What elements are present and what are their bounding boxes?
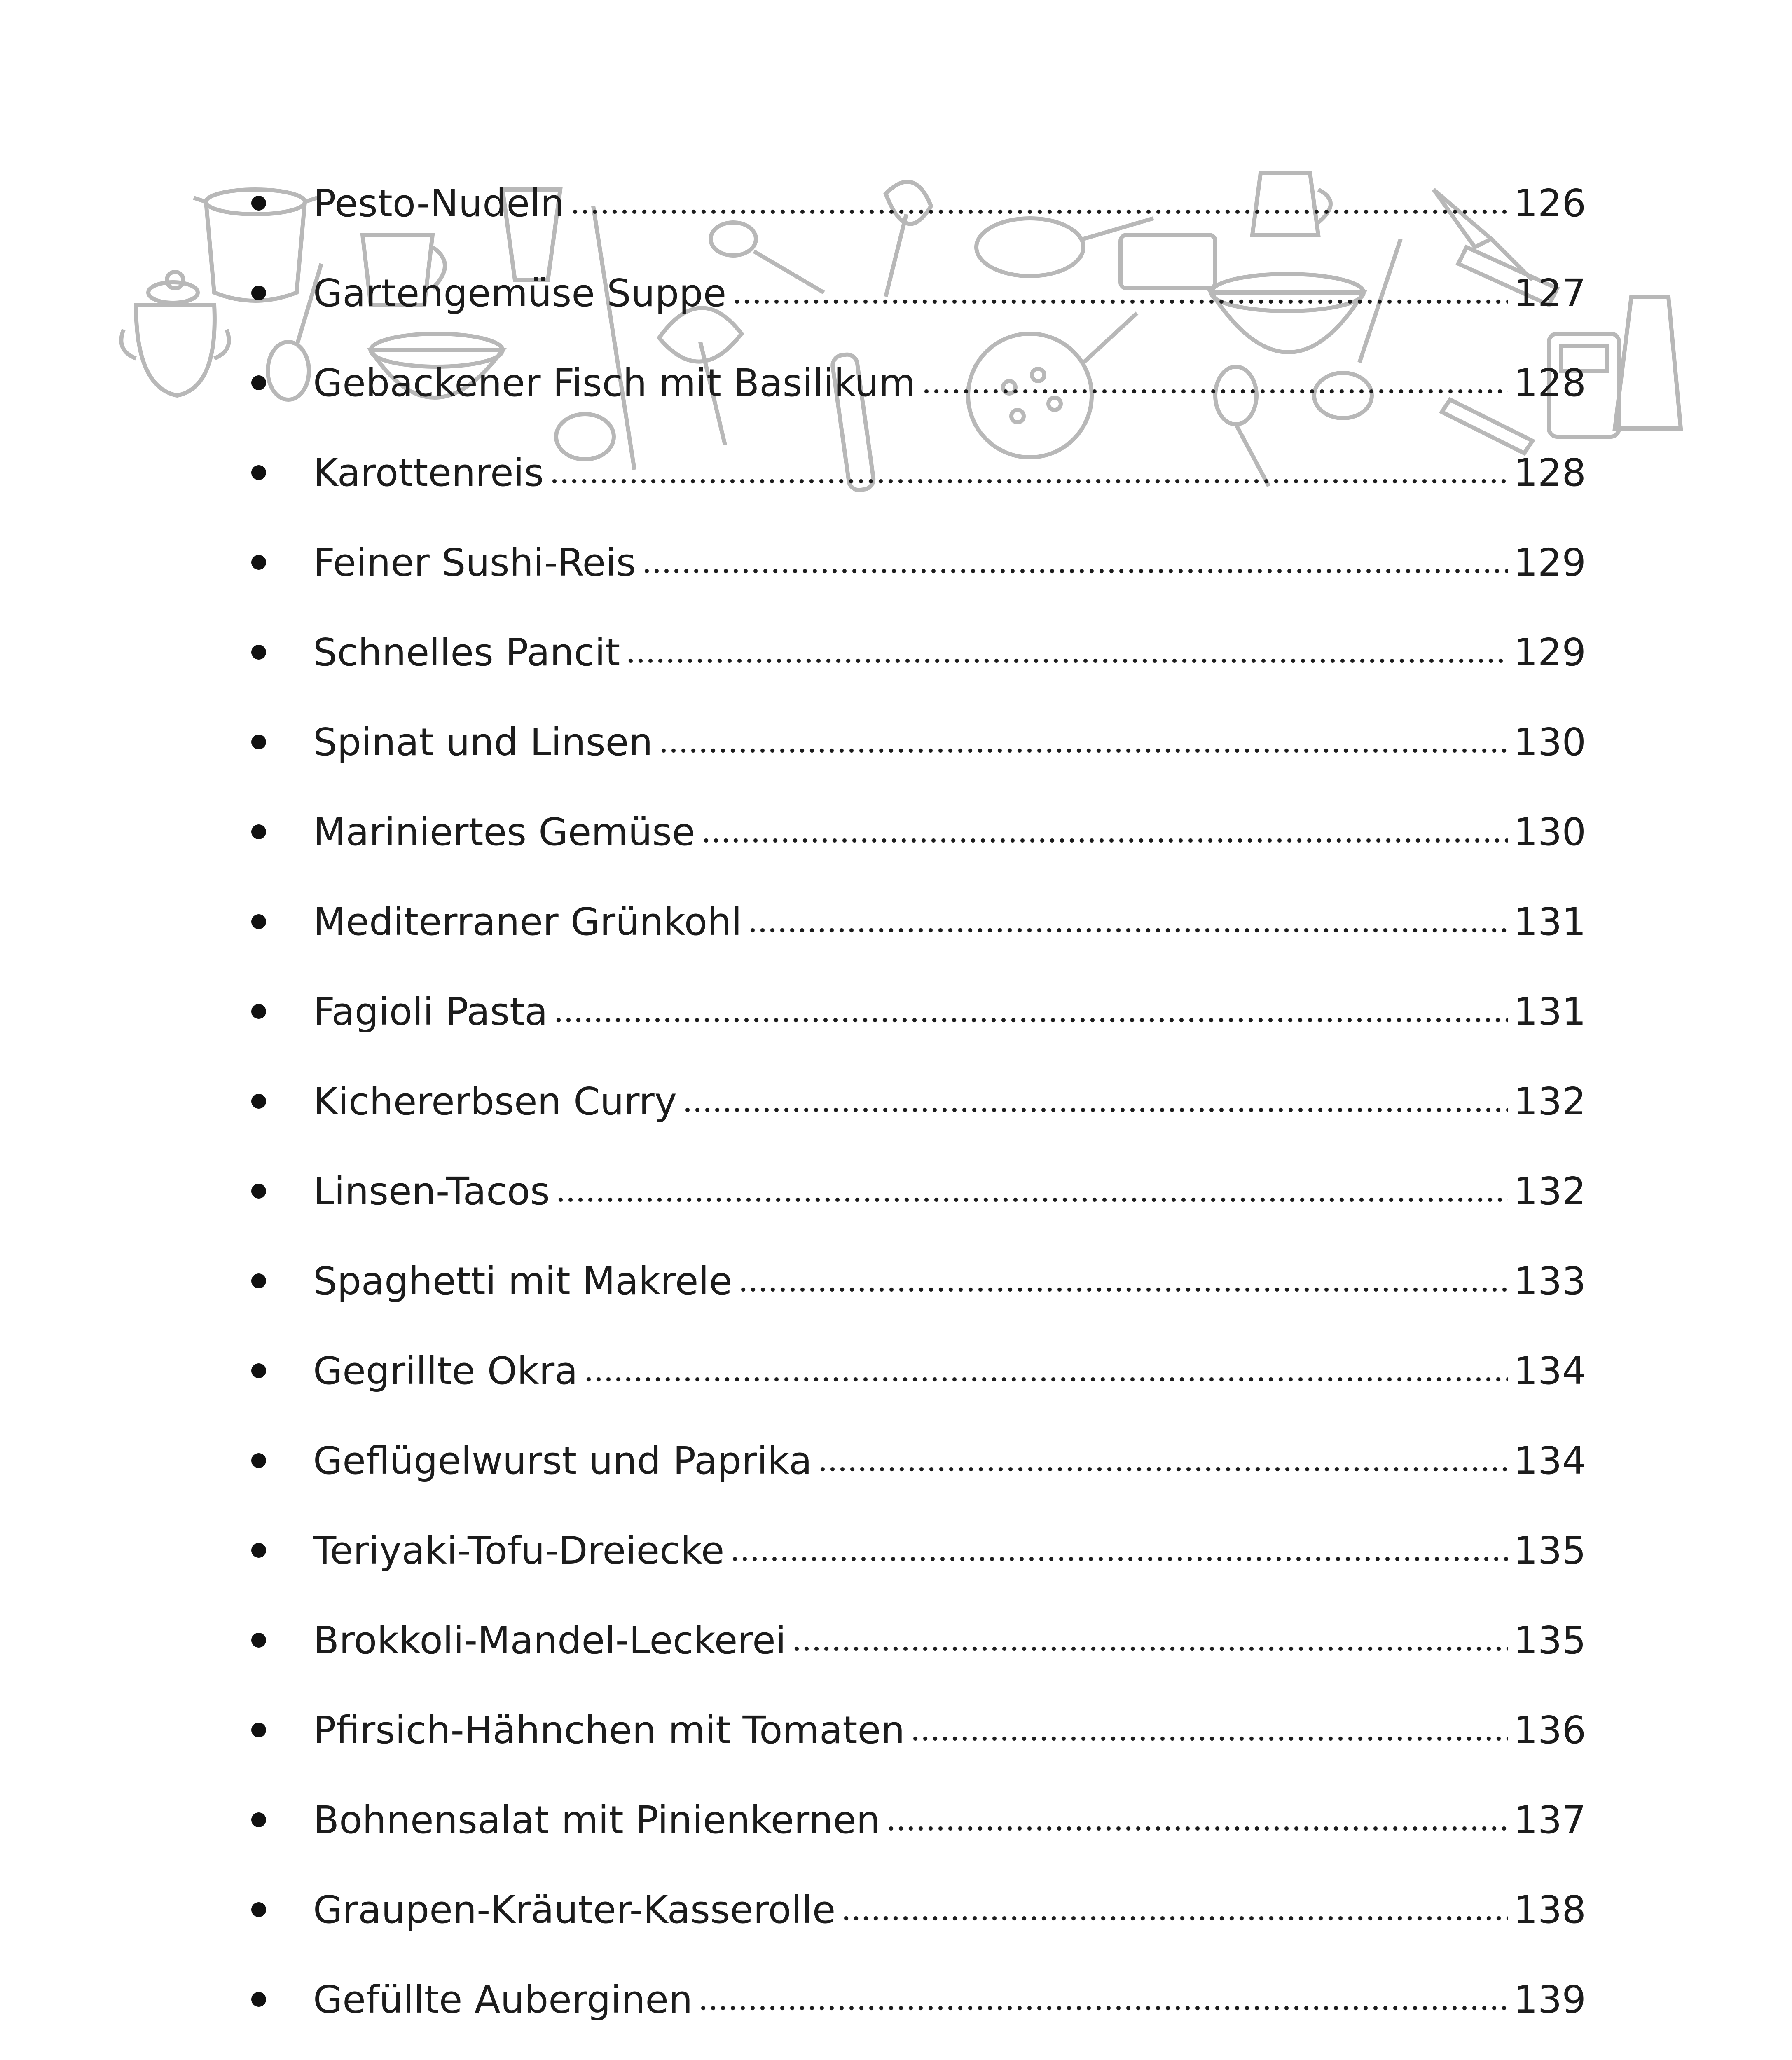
bullet-icon [251,1992,266,2007]
dot-leader [570,207,1508,217]
toc-entry-page-number: 130 [1514,720,1586,764]
bullet-icon [251,1633,266,1648]
bullet-icon [251,914,266,929]
toc-entry-page-number: 134 [1514,1349,1586,1393]
toc-entry-row [313,248,1586,338]
dot-leader [910,1734,1508,1744]
bullet-icon [251,1453,266,1468]
toc-entry-page-number: 137 [1514,1798,1586,1842]
toc-entry-row [313,1326,1586,1416]
bullet-icon [251,1004,266,1019]
toc-entry-title: Gartengemüse Suppe [313,271,727,315]
bullet-icon [251,1363,266,1378]
toc-entry-row [313,967,1586,1057]
bullet-icon [251,1543,266,1558]
toc-entry-row [313,1057,1586,1147]
toc-entry-page-number: 128 [1514,451,1586,495]
toc-entry[interactable] [0,518,1792,608]
toc-entry[interactable] [0,159,1792,248]
toc-entry-page-number: 136 [1514,1708,1586,1752]
bullet-icon [251,555,266,570]
toc-entry-page-number: 131 [1514,900,1586,944]
bullet-icon [251,1902,266,1917]
dot-leader [748,925,1508,935]
toc-entry-row [313,1865,1586,1955]
dot-leader [698,2003,1508,2013]
toc-entry-row [313,787,1586,877]
toc-entry-title: Graupen-Kräuter-Kasserolle [313,1888,836,1932]
dot-leader [738,1285,1508,1295]
bullet-icon [251,286,266,300]
toc-entry-page-number: 126 [1514,181,1586,225]
dot-leader [732,297,1508,307]
toc-entry-page-number: 129 [1514,541,1586,585]
bullet-icon [251,1094,266,1109]
toc-entry[interactable] [0,338,1792,428]
toc-entry[interactable] [0,1596,1792,1685]
toc-entry[interactable] [0,2045,1792,2060]
toc-entry[interactable] [0,1236,1792,1326]
toc-entry[interactable] [0,1685,1792,1775]
toc-entry-title: Brokkoli-Mandel-Leckerei [313,1618,786,1662]
dot-leader [683,1105,1508,1115]
toc-entry-title: Kichererbsen Curry [313,1079,677,1124]
toc-entry-row [313,608,1586,698]
toc-entry-row [313,1416,1586,1506]
bullet-icon [251,1812,266,1827]
toc-entry-page-number: 138 [1514,1888,1586,1932]
toc-entry[interactable] [0,1416,1792,1506]
bullet-icon [251,824,266,839]
toc-entry-page-number: 139 [1514,1978,1586,2022]
toc-entry[interactable] [0,698,1792,787]
toc-entry-row [313,877,1586,967]
bullet-icon [251,196,266,211]
toc-entry-title: Pfirsich-Hähnchen mit Tomaten [313,1708,905,1752]
toc-entry[interactable] [0,1057,1792,1147]
toc-entry-page-number: 134 [1514,1439,1586,1483]
toc-entry-row [313,2045,1586,2060]
toc-entry-row [313,1236,1586,1326]
toc-entry[interactable] [0,608,1792,698]
toc-entry-title: Geflügelwurst und Paprika [313,1439,812,1483]
toc-entry[interactable] [0,787,1792,877]
bullet-icon [251,1273,266,1288]
toc-entry[interactable] [0,1147,1792,1236]
dot-leader [584,1374,1508,1384]
toc-entry-page-number: 127 [1514,271,1586,315]
bullet-icon [251,735,266,749]
toc-entry-title: Pesto-Nudeln [313,181,564,225]
toc-entry-row [313,1147,1586,1236]
toc-entry-title: Schnelles Pancit [313,630,620,674]
toc-entry-title: Gebackener Fisch mit Basilikum [313,361,916,405]
toc-entry-row [313,1775,1586,1865]
bullet-icon [251,645,266,660]
dot-leader [626,656,1508,666]
toc-entry[interactable] [0,1506,1792,1596]
toc-entry[interactable] [0,248,1792,338]
toc-entry-page-number: 129 [1514,630,1586,674]
toc-entry[interactable] [0,967,1792,1057]
dot-leader [730,1554,1508,1564]
toc-entry-row [313,428,1586,518]
toc-entry-title: Mediterraner Grünkohl [313,900,742,944]
toc-entry[interactable] [0,1955,1792,2045]
dot-leader [659,746,1508,756]
toc-entry-title: Mariniertes Gemüse [313,810,695,854]
toc-entry-row [313,698,1586,787]
dot-leader [818,1464,1508,1474]
toc-entry-row [313,518,1586,608]
bullet-icon [251,1723,266,1737]
toc-entry-row [313,1955,1586,2045]
toc-entry[interactable] [0,428,1792,518]
toc-entry-title: Spaghetti mit Makrele [313,1259,732,1303]
toc-entry-title: Karottenreis [313,451,544,495]
dot-leader [554,1015,1508,1025]
toc-entry-page-number: 133 [1514,1259,1586,1303]
toc-entry-page-number: 131 [1514,990,1586,1034]
toc-entry-page-number: 130 [1514,810,1586,854]
toc-entry-title: Gegrillte Okra [313,1349,578,1393]
toc-entry-page-number: 135 [1514,1529,1586,1573]
dot-leader [792,1644,1508,1654]
bullet-icon [251,465,266,480]
toc-entry-title: Linsen-Tacos [313,1169,550,1213]
toc-entry-row [313,1506,1586,1596]
dot-leader [556,1195,1508,1205]
toc-entry-page-number: 132 [1514,1079,1586,1124]
toc-entry[interactable] [0,1865,1792,1955]
dot-leader [701,836,1508,845]
toc-entry[interactable] [0,1775,1792,1865]
dot-leader [550,476,1508,486]
toc-entry-title: Gefüllte Auberginen [313,1978,693,2022]
toc-entry-row [313,1685,1586,1775]
toc-entry-title: Feiner Sushi-Reis [313,541,636,585]
toc-entry-row [313,1596,1586,1685]
dot-leader [841,1913,1508,1923]
toc-entry-page-number: 135 [1514,1618,1586,1662]
toc-entry-row [313,159,1586,248]
dot-leader [642,566,1508,576]
dot-leader [922,386,1508,396]
bullet-icon [251,1184,266,1199]
toc-entry-title: Bohnensalat mit Pinienkernen [313,1798,880,1842]
toc-entry-title: Teriyaki-Tofu-Dreiecke [313,1529,725,1573]
toc-entry-page-number: 128 [1514,361,1586,405]
dot-leader [886,1824,1508,1833]
toc-entry-row [313,338,1586,428]
bullet-icon [251,375,266,390]
toc-entry[interactable] [0,877,1792,967]
toc-entry-title: Spinat und Linsen [313,720,653,764]
toc-entry-title: Fagioli Pasta [313,990,548,1034]
toc-entry[interactable] [0,1326,1792,1416]
toc-entry-page-number: 132 [1514,1169,1586,1213]
